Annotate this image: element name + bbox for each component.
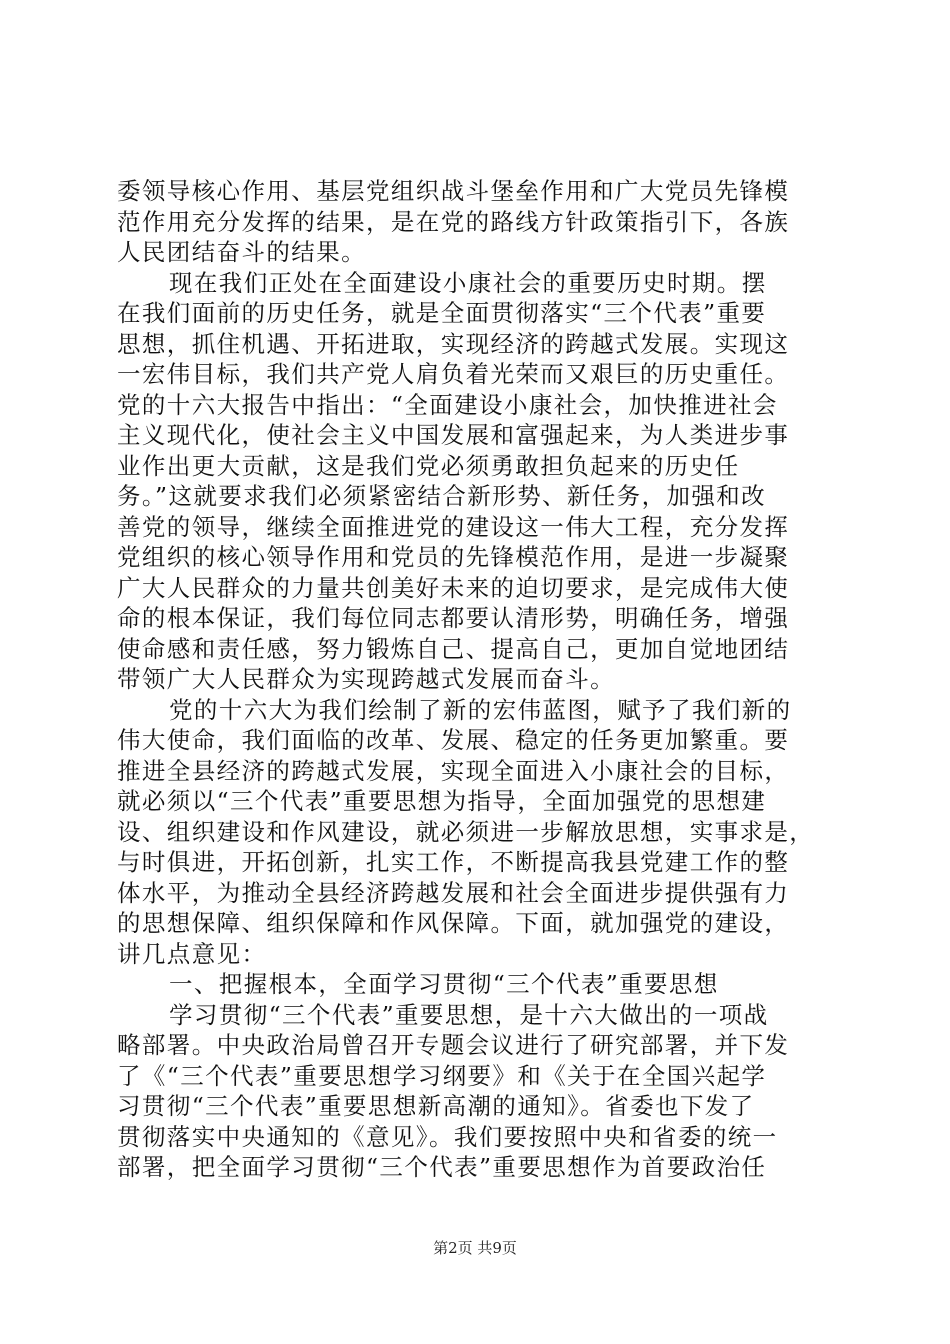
- text-line: 推进全县经济的跨越式发展，实现全面进入小康社会的目标，: [117, 756, 790, 785]
- page-footer: 第2页 共9页: [433, 1239, 517, 1257]
- text-line: 学习贯彻“三个代表”重要思想，是十六大做出的一项战: [169, 1000, 769, 1029]
- text-line: 人民团结奋斗的结果。: [117, 238, 366, 266]
- text-line: 范作用充分发挥的结果，是在党的路线方针政策指引下，各族: [117, 207, 790, 236]
- text-line: 在我们面前的历史任务，就是全面贯彻落实“三个代表”重要: [117, 299, 767, 327]
- text-line: 党组织的核心领导作用和党员的先锋模范作用，是进一步凝聚: [117, 543, 790, 571]
- text-line: 党的十六大报告中指出：“全面建设小康社会，加快推进社会: [117, 390, 778, 419]
- text-line: 略部署。中央政治局曾召开专题会议进行了研究部署，并下发: [117, 1031, 790, 1059]
- text-line: 党的十六大为我们绘制了新的宏伟蓝图，赋予了我们新的: [169, 695, 792, 724]
- text-line: 使命感和责任感，努力锻炼自己、提高自己，更加自觉地团结: [117, 634, 790, 663]
- text-line: 务。”这就要求我们必须紧密结合新形势、新任务，加强和改: [117, 482, 767, 510]
- text-line: 的思想保障、组织保障和作风保障。下面，就加强党的建设，: [117, 909, 790, 937]
- body-text: [117, 176, 837, 1183]
- text-line: 讲几点意见：: [117, 939, 267, 968]
- text-line: 贯彻落实中央通知的《意见》。我们要按照中央和省委的统一: [117, 1122, 778, 1151]
- text-line: 业作出更大贡献，这是我们党必须勇敢担负起来的历史任: [117, 451, 740, 480]
- text-line: 部署，把全面学习贯彻“三个代表”重要思想作为首要政治任: [117, 1153, 767, 1181]
- text-line: 广大人民群众的力量共创美好未来的迫切要求，是完成伟大使: [117, 573, 790, 602]
- text-line: 与时俱进，开拓创新，扎实工作，不断提高我县党建工作的整: [117, 848, 790, 876]
- text-line: 现在我们正处在全面建设小康社会的重要历史时期。摆: [169, 268, 767, 297]
- text-line: 习贯彻“三个代表”重要思想新高潮的通知》。省委也下发了: [117, 1092, 755, 1120]
- text-line: 体水平，为推动全县经济跨越发展和社会全面进步提供强有力: [117, 878, 790, 907]
- text-line: 设、组织建设和作风建设，就必须进一步解放思想，实事求是，: [117, 817, 815, 846]
- text-line: 善党的领导，继续全面推进党的建设这一伟大工程，充分发挥: [117, 512, 790, 541]
- text-line: 思想，抓住机遇、开拓进取，实现经济的跨越式发展。实现这: [117, 329, 790, 358]
- text-line: 命的根本保证，我们每位同志都要认清形势，明确任务，增强: [117, 604, 790, 632]
- text-line: 就必须以“三个代表”重要思想为指导，全面加强党的思想建: [117, 787, 767, 815]
- text-line: 了《“三个代表”重要思想学习纲要》和《关于在全国兴起学: [117, 1061, 767, 1090]
- text-line: 带领广大人民群众为实现跨越式发展而奋斗。: [117, 665, 615, 693]
- text-line: 伟大使命，我们面临的改革、发展、稳定的任务更加繁重。要: [117, 726, 790, 754]
- text-line: 一、把握根本，全面学习贯彻“三个代表”重要思想: [169, 970, 719, 998]
- text-line: 委领导核心作用、基层党组织战斗堡垒作用和广大党员先锋模: [117, 177, 790, 205]
- text-line: 主义现代化，使社会主义中国发展和富强起来，为人类进步事: [117, 421, 790, 449]
- text-line: 一宏伟目标，我们共产党人肩负着光荣而又艰巨的历史重任。: [117, 360, 790, 388]
